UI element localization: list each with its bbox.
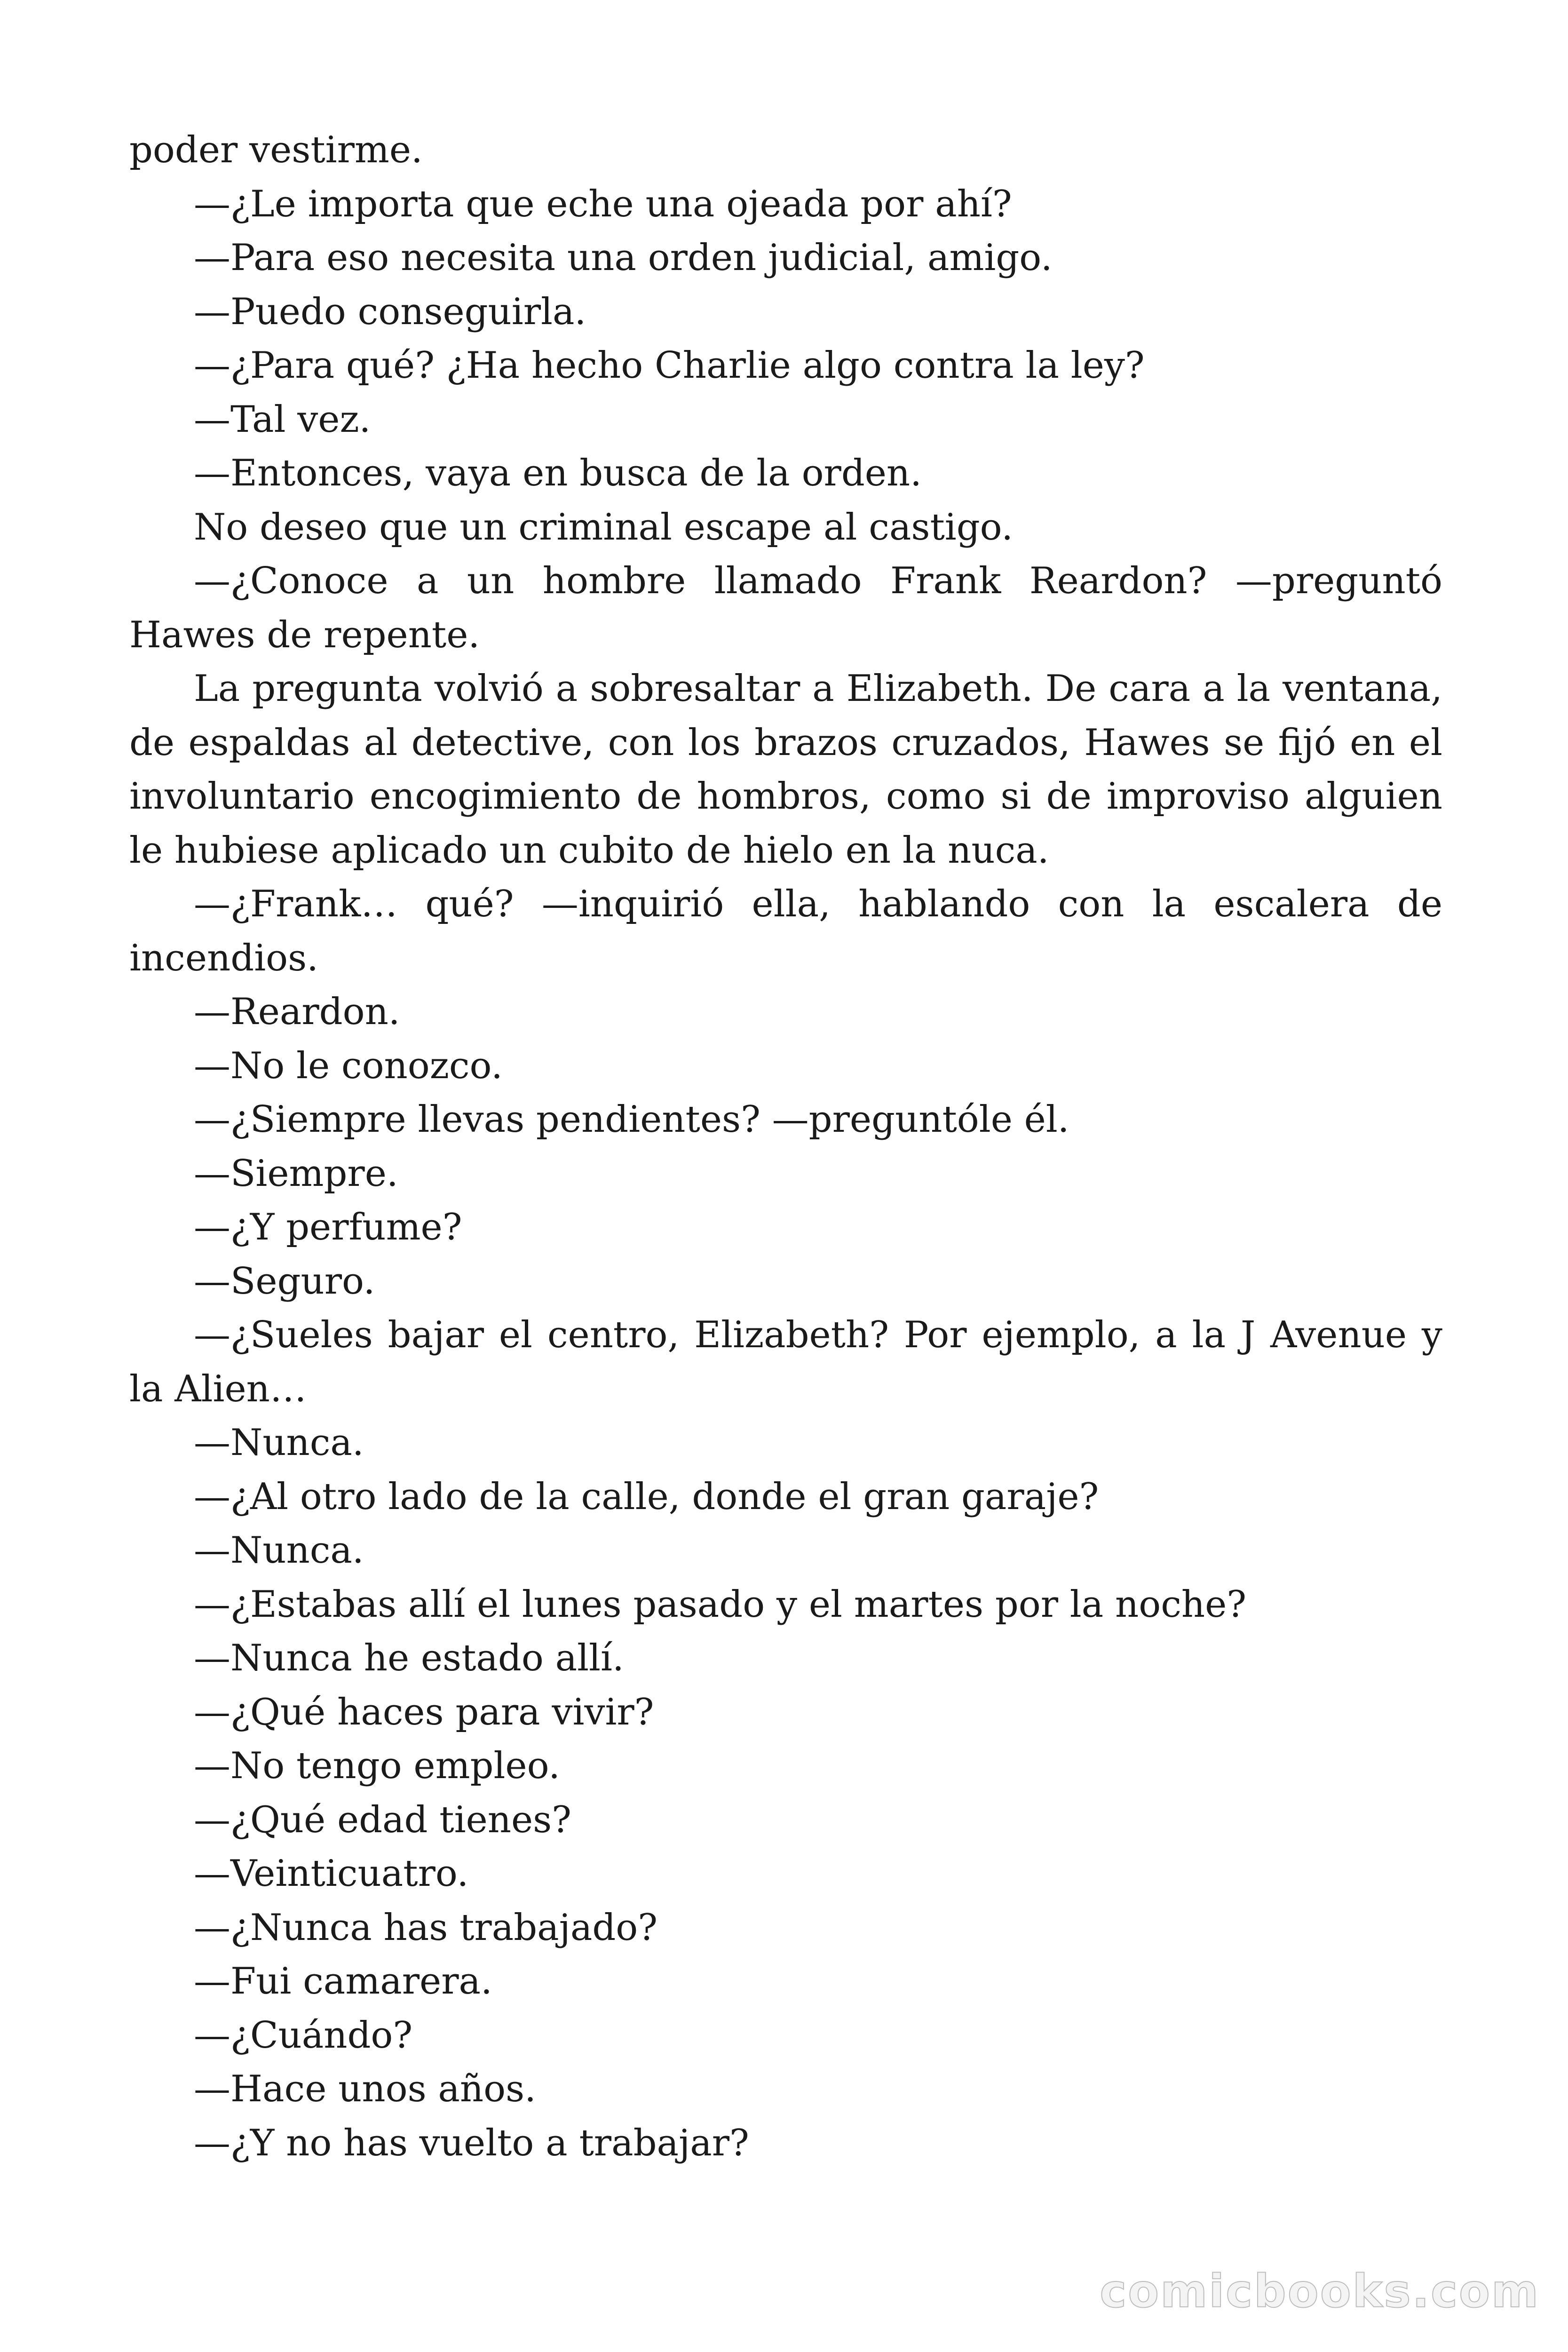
paragraph: poder vestirme. [129, 129, 423, 171]
paragraph: —¿Qué haces para vivir? [194, 1691, 654, 1733]
paragraph: —¿Conoce a un hombre llamado Frank Reardon? —preguntó Hawes de repente. [129, 560, 1442, 656]
watermark: comicbooks.com [1100, 2265, 1540, 2318]
paragraph: —Hace unos años. [194, 2068, 536, 2110]
text-column [129, 123, 1442, 2170]
paragraph: —Veinticuatro. [194, 1852, 469, 1895]
paragraph: —Puedo conseguirla. [194, 290, 586, 333]
paragraph: —Nunca he estado allí. [194, 1637, 624, 1679]
paragraph: —¿Nunca has trabajado? [194, 1906, 658, 1949]
paragraph: —Para eso necesita una orden judicial, amigo. [194, 237, 1053, 279]
paragraph: No deseo que un criminal escape al castigo. [194, 506, 1014, 548]
paragraph: —¿Y no has vuelto a trabajar? [194, 2122, 749, 2164]
paragraph: —¿Estabas allí el lunes pasado y el martes por la noche? [194, 1583, 1247, 1626]
paragraph: —No le conozco. [194, 1044, 503, 1087]
paragraph: —No tengo empleo. [194, 1745, 560, 1787]
paragraph: —Nunca. [194, 1422, 364, 1464]
paragraph: —Nunca. [194, 1529, 364, 1572]
paragraph: —¿Cuándo? [194, 2014, 413, 2057]
paragraph: —Siempre. [194, 1152, 398, 1195]
paragraph: —¿Para qué? ¿Ha hecho Charlie algo contra la ley? [194, 344, 1145, 387]
paragraph: —Entonces, vaya en busca de la orden. [194, 452, 922, 494]
paragraph: La pregunta volvió a sobresaltar a Elizabeth. De cara a la ventana, de espaldas al detective, con los brazos cruzados, Hawes se fijó en el involuntario encogimiento de hombros, como si de improviso alguien le hubiese aplicado un cubito de hielo en la nuca. [129, 667, 1442, 872]
paragraph: —¿Qué edad tienes? [194, 1798, 571, 1841]
paragraph: —Fui camarera. [194, 1960, 492, 2002]
paragraph: —Seguro. [194, 1260, 375, 1303]
paragraph: —¿Sueles bajar el centro, Elizabeth? Por ejemplo, a la J Avenue y la Alien… [129, 1314, 1442, 1410]
paragraph: —Tal vez. [194, 398, 371, 441]
paragraph: —¿Frank… qué? —inquirió ella, hablando con la escalera de incendios. [129, 883, 1442, 979]
paragraph: —Reardon. [194, 991, 400, 1033]
paragraph: —¿Al otro lado de la calle, donde el gran garaje? [194, 1475, 1099, 1518]
paragraph: —¿Le importa que eche una ojeada por ahí? [194, 183, 1012, 225]
paragraph: —¿Y perfume? [194, 1206, 462, 1248]
paragraph: —¿Siempre llevas pendientes? —preguntóle él. [194, 1098, 1069, 1141]
